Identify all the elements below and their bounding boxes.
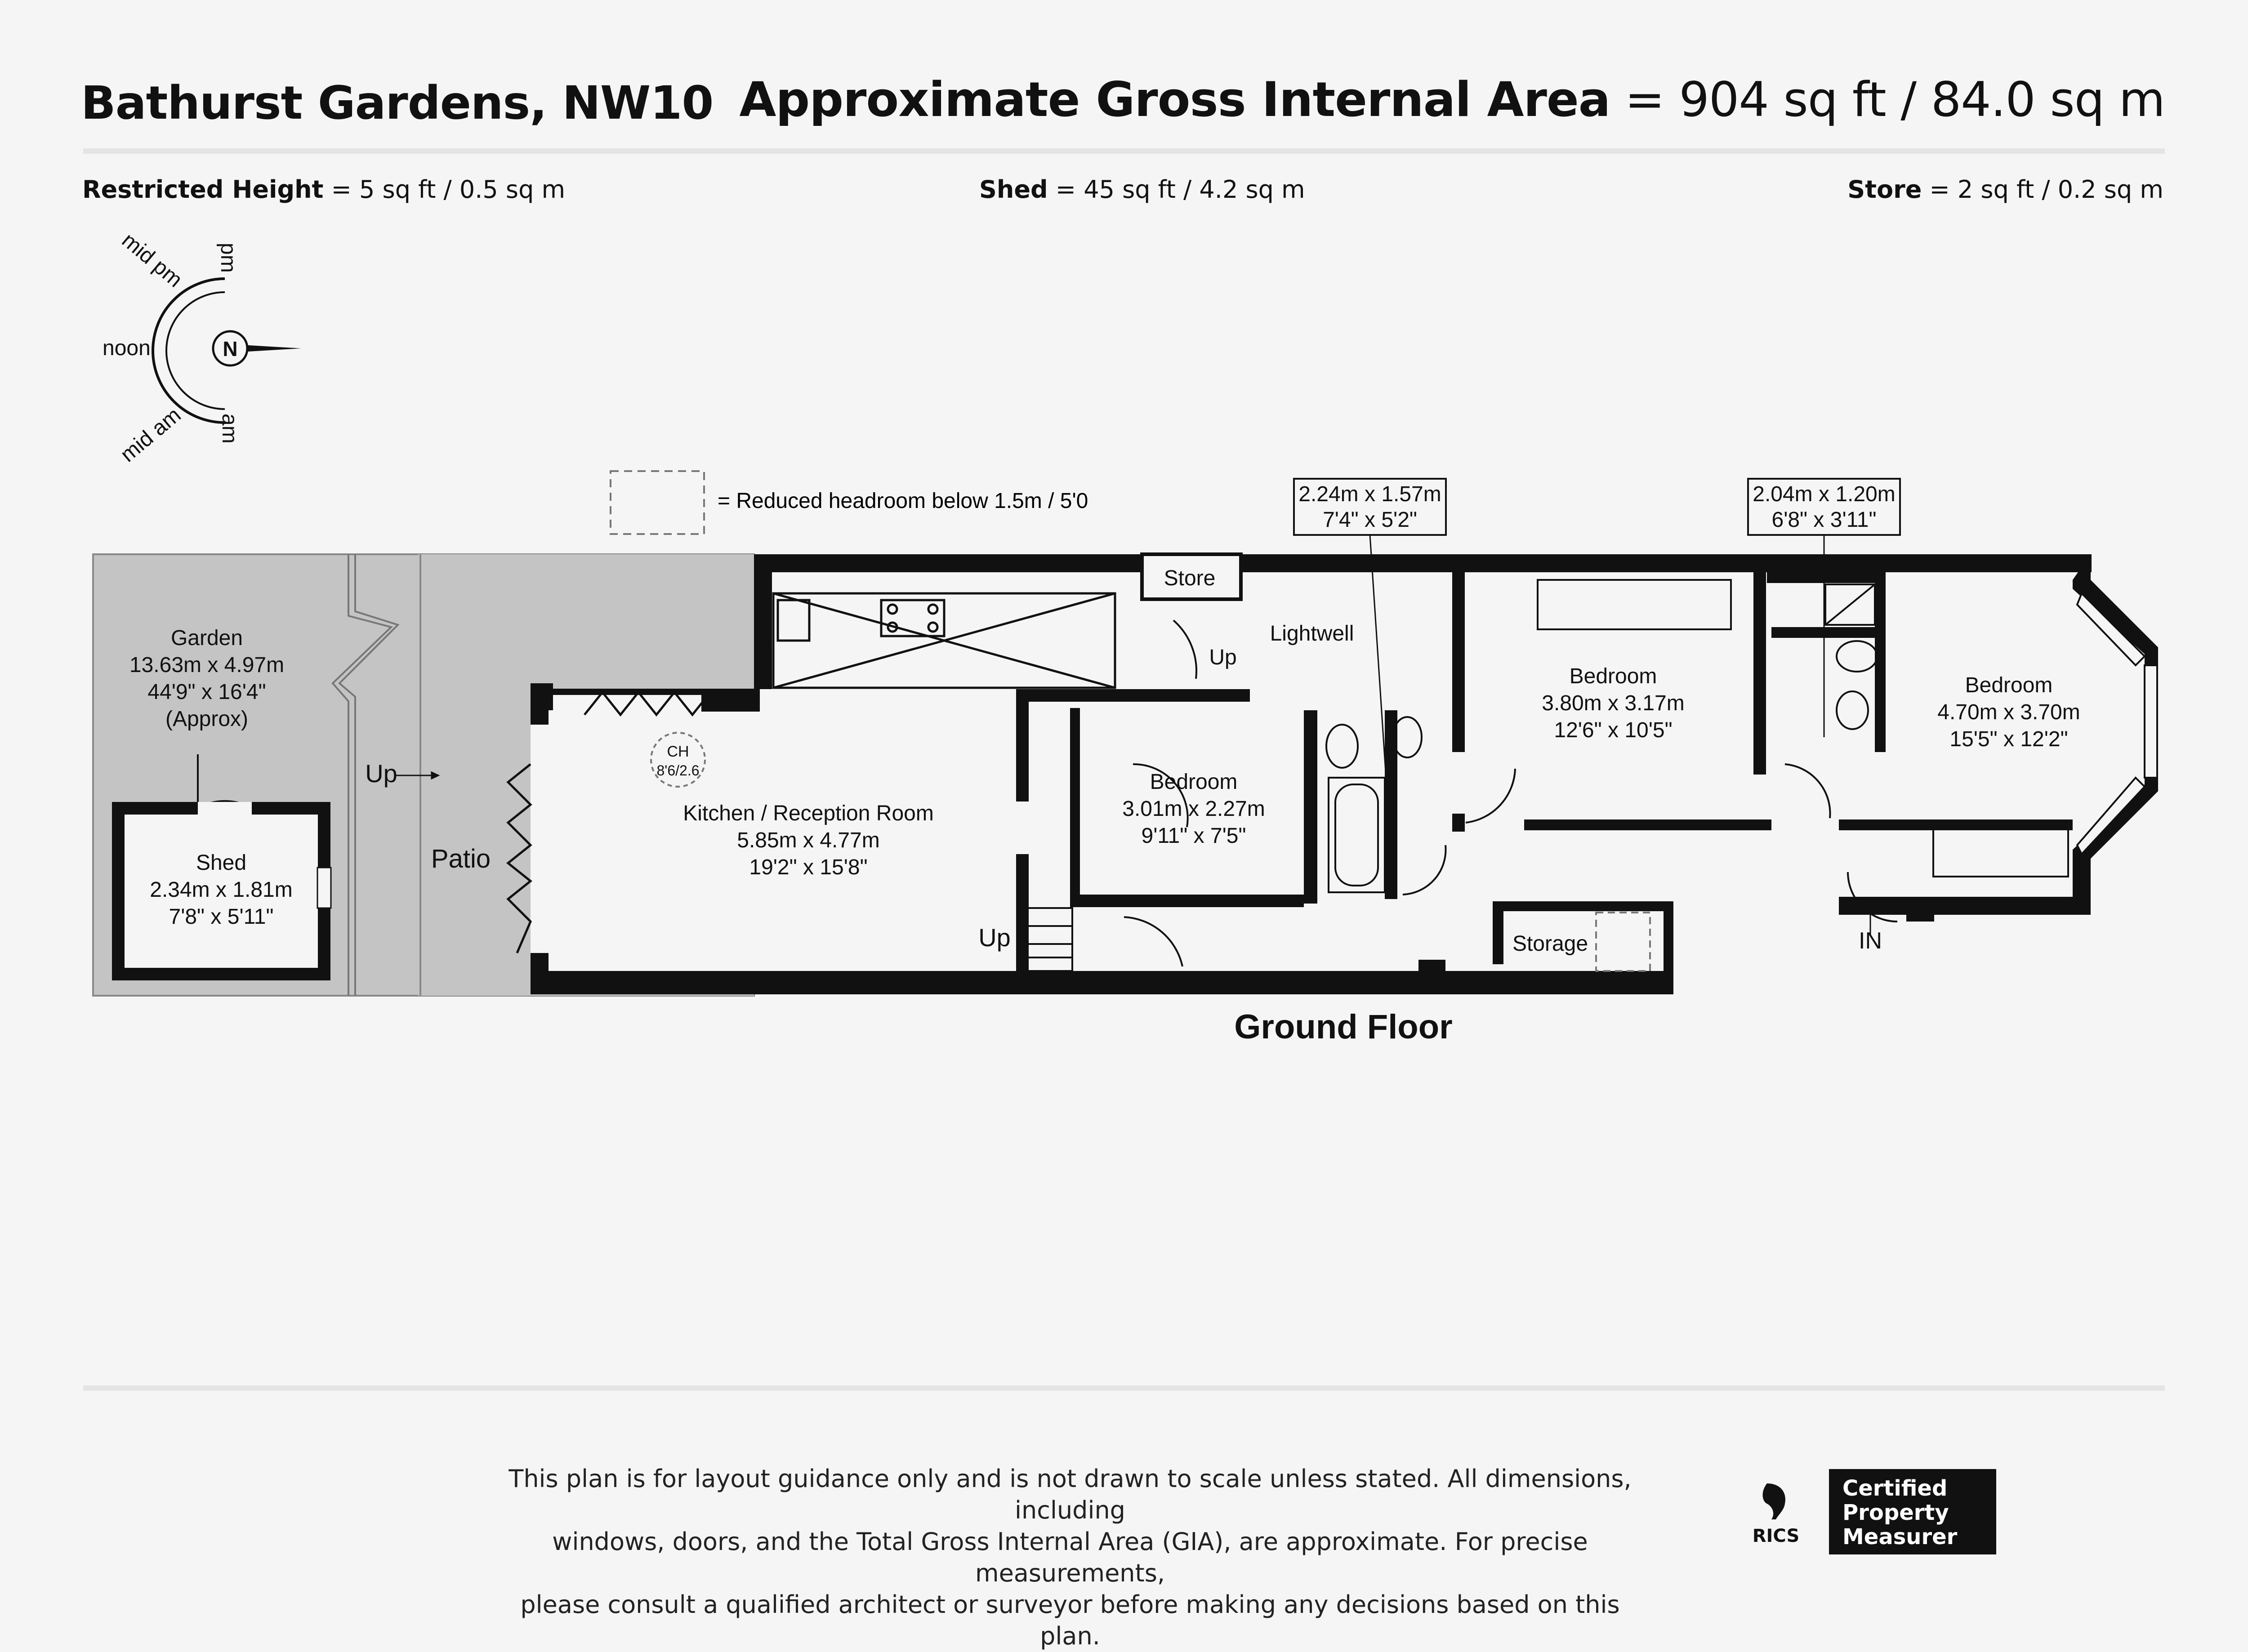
svg-text:CH: CH xyxy=(667,743,689,760)
compass-mid-am: mid am xyxy=(116,403,186,467)
compass-mid-pm: mid pm xyxy=(117,228,187,292)
svg-text:6'8" x 3'11": 6'8" x 3'11" xyxy=(1771,508,1877,532)
bedroom-front-label: Bedroom xyxy=(1965,673,2053,697)
headroom-legend xyxy=(611,471,1088,534)
garden-label: Garden xyxy=(170,626,243,650)
lightwell-label: Lightwell xyxy=(1270,622,1354,646)
storage-label: Storage xyxy=(1512,932,1588,956)
compass xyxy=(103,228,301,467)
disclaimer: This plan is for layout guidance only and is not drawn to scale unless stated. All dimensions, including windows, doors, and the Total Gross Internal Area (GIA), are approximate. For precise measurements, please consult a qualified architect or surveyor before making any decisions based on this plan. xyxy=(508,1465,1632,1650)
up-label-patio: Up xyxy=(365,759,397,788)
shed-area: Shed = 45 sq ft / 4.2 sq m xyxy=(979,175,1305,204)
svg-text:2.34m x 1.81m: 2.34m x 1.81m xyxy=(150,878,293,902)
svg-text:4.70m x 3.70m: 4.70m x 3.70m xyxy=(1937,700,2080,724)
svg-text:N: N xyxy=(223,337,238,361)
restricted-height-area: Restricted Height = 5 sq ft / 0.5 sq m xyxy=(82,175,566,204)
shed-label: Shed xyxy=(196,851,247,875)
compass-am: am xyxy=(218,414,241,444)
floor-title: Ground Floor xyxy=(1234,1008,1453,1046)
svg-text:12'6" x 10'5": 12'6" x 10'5" xyxy=(1554,718,1673,742)
bedroom-mid-label: Bedroom xyxy=(1569,664,1657,688)
svg-text:7'8" x 5'11": 7'8" x 5'11" xyxy=(169,905,274,929)
store-label: Store xyxy=(1164,566,1216,590)
svg-text:(Approx): (Approx) xyxy=(165,707,249,731)
svg-text:44'9" x 16'4": 44'9" x 16'4" xyxy=(147,680,266,704)
svg-text:19'2" x 15'8": 19'2" x 15'8" xyxy=(749,855,868,879)
svg-text:8'6/2.6: 8'6/2.6 xyxy=(656,762,700,779)
gia-label: Approximate Gross Internal Area xyxy=(739,72,1610,127)
up-label-lightwell: Up xyxy=(1209,646,1237,669)
svg-text:13.63m x 4.97m: 13.63m x 4.97m xyxy=(129,653,285,677)
compass-pm: pm xyxy=(216,243,240,273)
store-area: Store = 2 sq ft / 0.2 sq m xyxy=(1847,175,2163,204)
svg-text:= Reduced headroom below 1.5m: = Reduced headroom below 1.5m / 5'0 xyxy=(718,489,1088,513)
patio-label: Patio xyxy=(431,844,491,873)
svg-text:15'5" x 12'2": 15'5" x 12'2" xyxy=(1949,727,2068,751)
svg-text:5.85m x 4.77m: 5.85m x 4.77m xyxy=(737,828,880,852)
entrance-label: IN xyxy=(1859,928,1882,954)
svg-text:3.80m x 3.17m: 3.80m x 3.17m xyxy=(1542,691,1685,715)
footer-divider xyxy=(83,1385,2165,1391)
plan-title: Bathurst Gardens, NW10 xyxy=(81,76,714,130)
certified-measurer-badge: Certified Property Measurer xyxy=(1829,1469,1996,1554)
svg-text:9'11" x 7'5": 9'11" x 7'5" xyxy=(1141,824,1246,848)
svg-text:3.01m x 2.27m: 3.01m x 2.27m xyxy=(1122,797,1265,821)
svg-text:2.04m x 1.20m: 2.04m x 1.20m xyxy=(1753,482,1896,506)
gia-value: = 904 sq ft / 84.0 sq m xyxy=(1624,72,2165,127)
svg-text:RICS: RICS xyxy=(1752,1526,1800,1546)
compass-noon: noon xyxy=(103,336,151,360)
bedroom-small-label: Bedroom xyxy=(1150,770,1238,794)
svg-text:7'4" x 5'2": 7'4" x 5'2" xyxy=(1323,508,1417,532)
svg-text:2.24m x 1.57m: 2.24m x 1.57m xyxy=(1298,482,1441,506)
kitchen-label: Kitchen / Reception Room xyxy=(683,802,934,825)
rics-logo-icon xyxy=(1744,1479,1807,1546)
up-label-stairs: Up xyxy=(978,923,1011,952)
